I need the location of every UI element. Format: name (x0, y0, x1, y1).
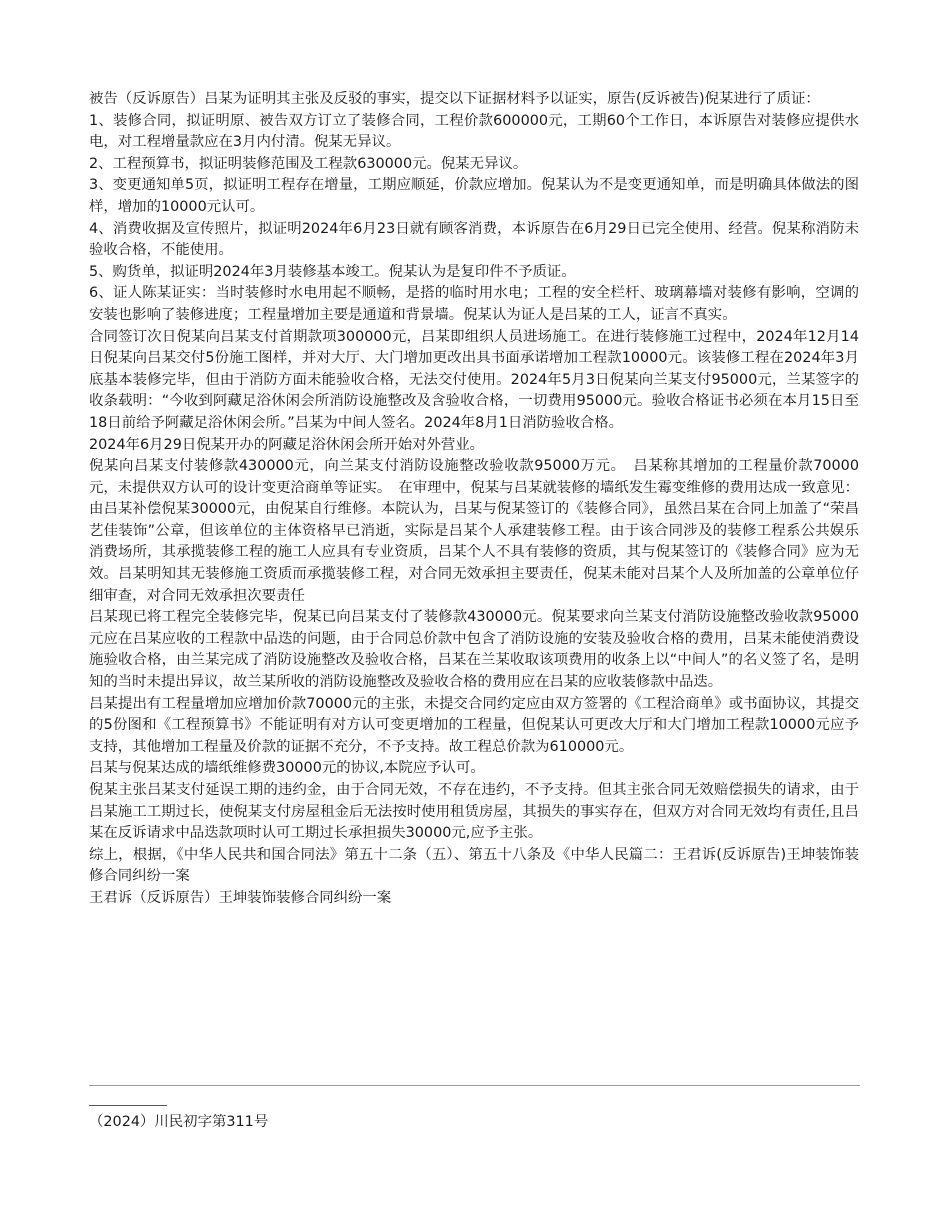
paragraph-case-title: 王君诉（反诉原告）王坤装饰装修合同纠纷一案 (89, 889, 392, 906)
paragraph-evidence-3: 3、变更通知单5页，拟证明工程存在增量，工期应顺延，价款应增加。倪某认为不是变更通知单，而是明确具体做法的图样，增加的10000元认可。 (89, 177, 859, 215)
paragraph-delay-damages: 倪某主张吕某支付延误工期的违约金，由于合同无效，不存在违约，不予支持。但其主张合同无效赔偿损失的请求，由于吕某施工工期过长，使倪某支付房屋租金后无法按时使用租赁房屋，其损失的事实存在，但双方对合同无效均有责任,且吕某在反诉请求中品迭款项时认可工期过长承担损失30000元,应予主张。 (89, 782, 859, 842)
paragraph-evidence-2: 2、工程预算书，拟证明装修范围及工程款630000元。倪某无异议。 (89, 155, 528, 172)
paragraph-fire-fee-deduction: 吕某现已将工程完全装修完毕，倪某已向吕某支付了装修款430000元。倪某要求向兰某支付消防设施整改验收款95000元应在吕某应收的工程款中品迭的问题，由于合同总价款中包含了消防设施的安装及验收合格的费用，吕某未能使消费设施验收合格，由兰某完成了消防设施整改及验收合格，吕某在兰某收取该项费用的收条上以“中间人”的名义签了名，是明知的当时未提出异议，故兰某所收的消防设施整改及验收合格的费用应在吕某的应收装修款中品迭。 (89, 609, 859, 691)
paragraph-facts: 合同签订次日倪某向吕某支付首期款项300000元，吕某即组织人员进场施工。在进行装修施工过程中，2024年12月14日倪某向吕某交付5份施工图样，并对大厅、大门增加更改出具书面承诺增加工程款10000元。该装修工程在2024年3月底基本装修完毕，但由于消防方面未能验收合格，无法交付使用。2024年5月3日倪某向兰某支付95000元，兰某签字的收条载明：“今收到阿藏足浴休闲会所消防设施整改及含验收合格，一切费用95000元。验收合格证书必须在本月15日至18日前给予阿藏足浴休闲会所。”吕某为中间人签名。2024年8月1日消防验收合格。 (89, 328, 859, 431)
paragraph-evidence-1: 1、装修合同，拟证明原、被告双方订立了装修合同，工程价款600000元，工期60个工作日，本诉原告对装修应提供水电，对工程增量款应在3月内付清。倪某无异议。 (89, 112, 859, 151)
paragraph-conclusion: 综上，根据，《中华人民共和国合同法》第五十二条（五）、第五十八条及《中华人民篇二：王君诉(反诉原告)王坤装饰装修合同纠纷一案 (89, 846, 859, 885)
paragraph-evidence-6: 6、证人陈某证实：当时装修时水电用起不顺畅，是搭的临时用水电；工程的安全栏杆、玻璃幕墙对装修有影响，空调的安装也影响了装修进度；工程量增加主要是通道和背景墙。倪某认为证人是吕某的工人，证言不真实。 (89, 285, 859, 323)
footer-divider (89, 1085, 860, 1086)
paragraph-opening-date: 2024年6月29日倪某开办的阿藏足浴休闲会所开始对外营业。 (89, 436, 485, 453)
footnote-case-number: （2024）川民初字第311号 (89, 1114, 269, 1130)
paragraph-added-work-claim: 吕某提出有工程量增加应增加价款70000元的主张，未提交合同约定应由双方签署的《工程洽商单》或书面协议，其提交的5份图和《工程预算书》不能证明有对方认可变更增加的工程量，但倪某认可更改大厅和大门增加工程款10000元应予支持，其他增加工程量及价款的证据不充分，不予支持。故工程总价款为610000元。 (89, 695, 859, 755)
paragraph-evidence-4: 4、消费收据及宣传照片，拟证明2024年6月23日就有顾客消费，本诉原告在6月29日已完全使用、经营。倪某称消防未验收合格，不能使用。 (89, 220, 859, 259)
paragraph-court-opinion: 倪某向吕某支付装修款430000元，向兰某支付消防设施整改验收款95000万元。 吕某称其增加的工程量价款70000元，未提供双方认可的设计变更洽商单等证实。 在审理中，倪某与吕某就装修的墙纸发生霉变维修的费用达成一致意见：由吕某补偿倪某30000元，由倪某自行维修。本院认为，吕某与倪某签订的《装修合同》，虽然吕某在合同上加盖了“荣昌艺佳装饰”公章，但该单位的主体资格早已消逝，实际是吕某个人承建装修工程。由于该合同涉及的装修工程系公共娱乐消费场所，其承揽装修工程的施工人应具有专业资质，吕某个人不具有装修的资质，其与倪某签订的《装修合同》应为无效。吕某明知其无装修施工资质而承揽装修工程，对合同无效承担主要责任，倪某未能对吕某个人及所加盖的公章单位仔细审查，对合同无效承担次要责任 (89, 458, 859, 604)
document-body (89, 89, 859, 910)
footnote-divider (89, 1105, 167, 1106)
paragraph-wallpaper-agreement: 吕某与倪某达成的墙纸维修费30000元的协议,本院应予认可。 (89, 760, 485, 777)
paragraph-evidence-5: 5、购货单，拟证明2024年3月装修基本竣工。倪某认为是复印件不予质证。 (89, 263, 576, 280)
paragraph-evidence-intro: 被告（反诉原告）吕某为证明其主张及反驳的事实，提交以下证据材料予以证实，原告(反诉被告)倪某进行了质证： (89, 91, 820, 107)
